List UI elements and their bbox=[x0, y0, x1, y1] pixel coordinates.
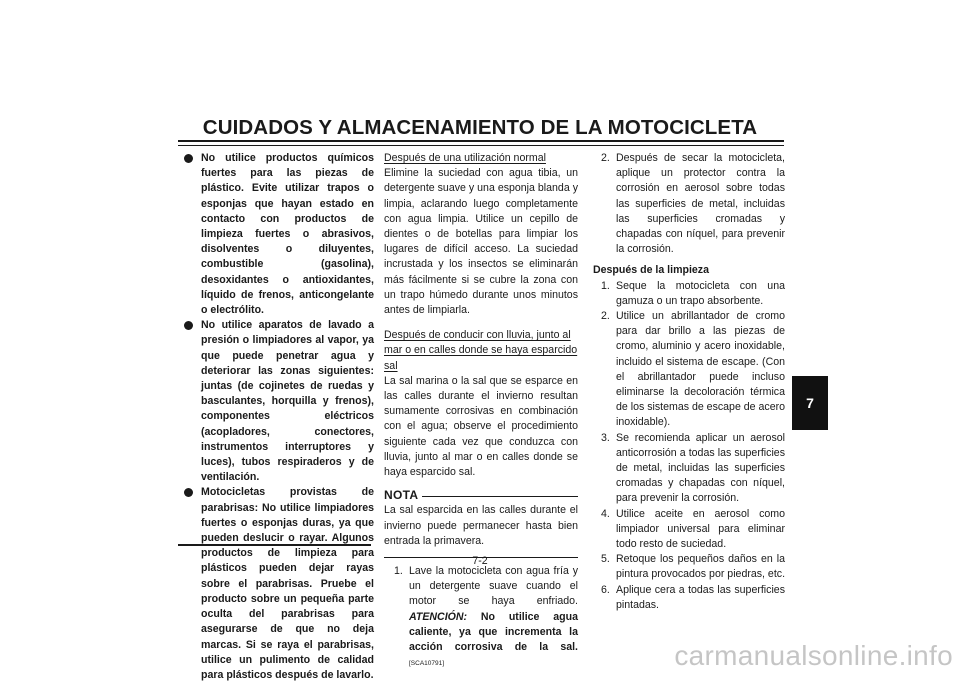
chapter-tab: 7 bbox=[792, 376, 828, 430]
bullet-dot-icon bbox=[184, 321, 193, 330]
list-item: 6. Aplique cera a todas las superficies pintadas. bbox=[601, 583, 785, 611]
caution-bullet bbox=[184, 485, 374, 683]
section-body-normal-use: Elimine la suciedad con agua tibia, un detergente suave y una esponja blanda y limpia, aclarando luego completamente con agua limpia. Utilice un cepillo de dientes o de botellas para limpiar los lugares de difícil acceso. La suciedad incrustada y los insectos se eliminarán más fácilmente si se cubre la zona con un trapo húmedo durante unos minutos antes de limpiarla. bbox=[384, 167, 578, 317]
middle-column bbox=[384, 151, 578, 672]
list-item: 2. Después de secar la motocicleta, aplique un protector contra la corrosión en aerosol sobre todas las superficies de metal, incluidas las superficies cromadas y chapadas con níquel, para prevenir la corrosión. bbox=[601, 152, 785, 256]
bullet-text: No utilice productos químicos fuertes para las piezas de plástico. Evite utilizar trapos o esponjas que hayan estado en contacto con productos de limpieza fuertes o abrasivos, disolventes o diluyentes, combustible (gasolina), desoxidantes o antioxidantes, líquido de frenos, anticongelante o electrólito. bbox=[201, 152, 374, 317]
bullet-text: Motocicletas provistas de parabrisas: No utilice limpiadores fuertes o esponjas duras, ya que pueden deslucir o rayar. Algunos productos de limpieza para plásticos pueden dejar rayas sobre el parabrisas. Pruebe el producto sobre un pequeña parte oculta del parabrisas para asegurarse de que no deja marcas. Si se raya el parabrisas, utilice un pulimento de calidad para plásticos después de lavarlo. bbox=[201, 486, 374, 681]
nota-label: NOTA bbox=[384, 488, 419, 503]
header-rule-thick bbox=[178, 140, 784, 142]
bullet-dot-icon bbox=[184, 154, 193, 163]
list-item: 1. Lave la motocicleta con agua fría y un detergente suave cuando el motor se haya enfriado. ATENCIÓN: No utilice agua caliente, ya que incrementa la acción corrosiva de la sal. [SCA10791] bbox=[394, 565, 578, 668]
list-item: 4. Utilice aceite en aerosol como limpiador universal para eliminar todo resto de suciedad. bbox=[601, 507, 785, 551]
header-rule-thin bbox=[178, 145, 784, 146]
right-column bbox=[593, 151, 785, 613]
bullet-dot-icon bbox=[184, 488, 193, 497]
bullet-text: No utilice aparatos de lavado a presión o limpiadores al vapor, ya que puede penetrar agua y deteriorar las zonas siguientes: juntas (de cojinetes de ruedas y basculantes, horquilla y frenos), componentes eléctricos (acopladores, conectores, instrumentos interruptores y luces), tubos respiraderos y de ventilación. bbox=[201, 319, 374, 484]
nota-heading bbox=[384, 488, 578, 503]
atencion-text: No utilice agua caliente, ya que incrementa la acción corrosiva de la sal. bbox=[409, 610, 578, 654]
atencion-label: ATENCIÓN: bbox=[409, 610, 468, 623]
section-body-rain-salt: La sal marina o la sal que se esparce en las calles durante el invierno resultan sumamente corrosivas en combinación con el agua; observe el procedimiento siguiente cada vez que conduzca con lluvia, junto al mar o en calles donde se haya esparcido sal. bbox=[384, 374, 578, 479]
watermark: carmanualsonline.info bbox=[674, 640, 953, 671]
section-heading-rain-salt: Después de conducir con lluvia, junto al mar o en calles donde se haya esparcido sal bbox=[384, 329, 578, 372]
section-heading-after-cleaning: Después de la limpieza bbox=[593, 264, 709, 277]
nota-body: La sal esparcida en las calles durante el invierno puede permanecer hasta bien entrada la primavera. bbox=[384, 504, 578, 547]
nota-rule bbox=[422, 496, 578, 497]
page-title: CUIDADOS Y ALMACENAMIENTO DE LA MOTOCICLETA bbox=[202, 116, 758, 139]
rain-salt-steps-continued bbox=[593, 151, 785, 257]
caution-end-rule bbox=[178, 544, 371, 546]
reference-code: [SCA10791] bbox=[409, 660, 445, 668]
page-number: 7-2 bbox=[472, 555, 488, 567]
rain-salt-steps bbox=[384, 564, 578, 671]
caution-bullet bbox=[184, 318, 374, 485]
caution-bullets-column bbox=[184, 151, 374, 683]
section-heading-normal-use: Después de una utilización normal bbox=[384, 152, 546, 164]
list-item: 3. Se recomienda aplicar un aerosol anticorrosión a todas las superficies de metal, incluidas las superficies cromadas y chapadas con níquel, para prevenir la corrosión. bbox=[601, 431, 785, 505]
caution-bullet bbox=[184, 151, 374, 318]
list-item: 1. Seque la motocicleta con una gamuza o un trapo absorbente. bbox=[601, 279, 785, 307]
list-item: 5. Retoque los pequeños daños en la pintura provocados por piedras, etc. bbox=[601, 553, 786, 581]
list-item: 2. Utilice un abrillantador de cromo para dar brillo a las piezas de cromo, aluminio y acero inoxidable, incluido el sistema de escape. (Con el abrillantador puede incluso eliminarse la decoloración térmica de los sistemas de escape de acero inoxidable). bbox=[601, 310, 786, 429]
